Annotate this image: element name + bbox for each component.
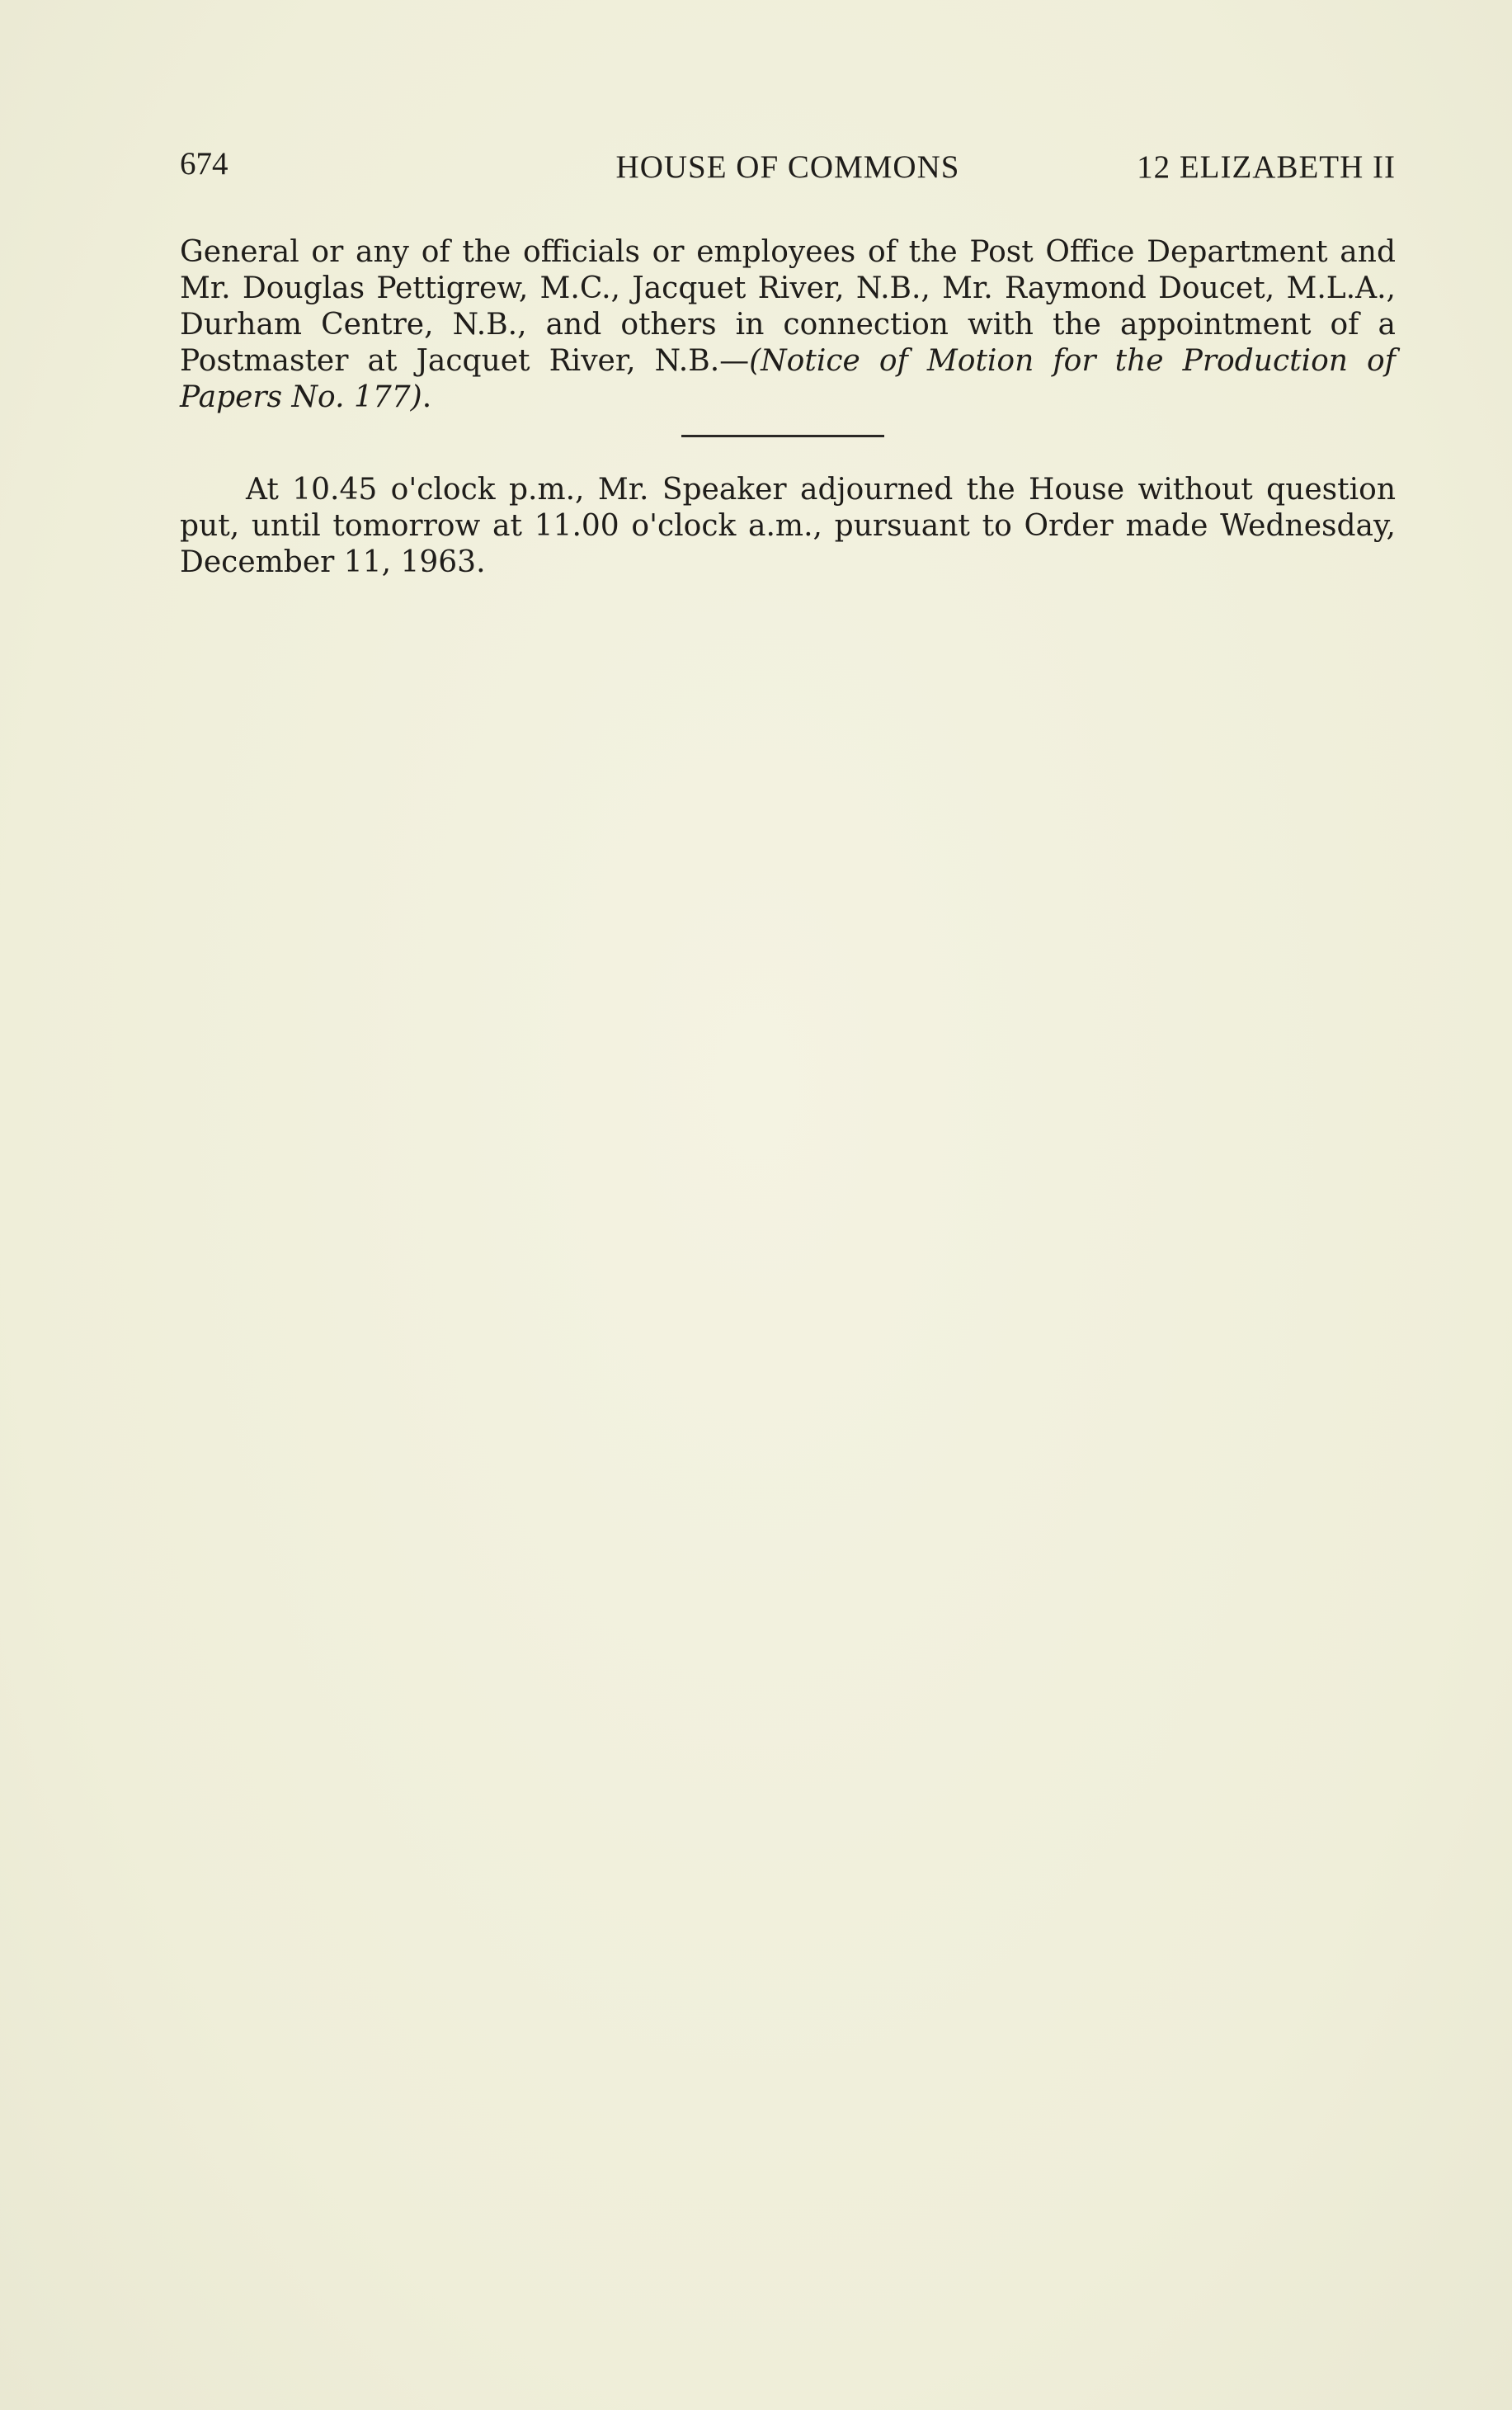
paragraph-end: . [422,380,432,414]
paragraph-adjournment: At 10.45 o'clock p.m., Mr. Speaker adjourned the House without question put, until tomorrow at 11.00 o'clock a.m., pursuant to Order made Wednesday, December 11, 1963. [180,473,1396,579]
section-divider [681,435,884,437]
paragraph-text: General or any of the officials or employees of the Post Office Department and Mr. Douglas Pettigrew, M.C., Jacquet River, N.B., Mr. Raymond Doucet, M.L.A., Durham Centre, N.B., and others in connection with the appointment of a Postmaster at Jacquet River, N.B.— [180,235,1396,378]
page-header [180,145,1396,186]
running-title: HOUSE OF COMMONS [615,149,960,185]
paragraph-notice-of-motion [180,234,1396,416]
notice-reference: (Notice of Motion for the Production of Papers No. 177) [180,344,1396,414]
page-number: 674 [180,146,228,182]
regnal-year: 12 ELIZABETH II [1137,149,1396,185]
